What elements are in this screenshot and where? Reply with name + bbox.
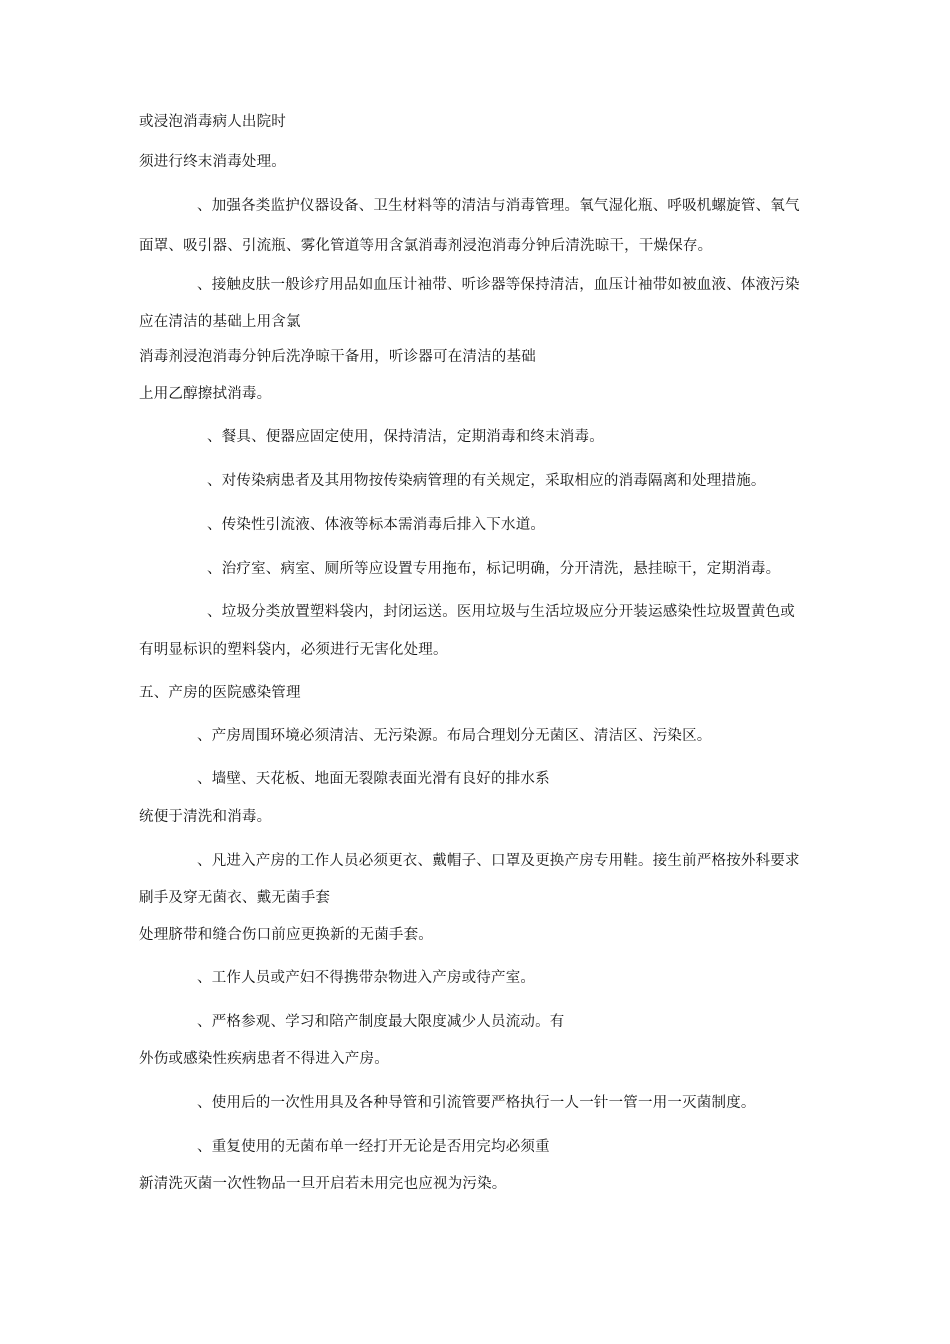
text-line-9: 、餐具、便器应固定使用，保持清洁，定期消毒和终末消毒。 [207, 429, 604, 445]
text-line-11: 、传染性引流液、体液等标本需消毒后排入下水道。 [207, 517, 546, 533]
text-line-16: 、产房周围环境必须清洁、无污染源。布局合理划分无菌区、清洁区、污染区。 [197, 728, 712, 744]
text-line-4: 面罩、吸引器、引流瓶、雾化管道等用含氯消毒剂浸泡消毒分钟后清洗晾干，干燥保存。 [139, 238, 713, 254]
text-line-17: 、墙壁、天花板、地面无裂隙表面光滑有良好的排水系 [197, 771, 550, 787]
text-line-1: 或浸泡消毒病人出院时 [139, 114, 286, 130]
text-line-23: 、严格参观、学习和陪产制度最大限度减少人员流动。有 [197, 1014, 565, 1030]
section-heading: 五、产房的医院感染管理 [139, 685, 301, 701]
text-line-18: 统便于清洗和消毒。 [139, 809, 272, 825]
text-line-27: 新清洗灭菌一次性物品一旦开启若未用完也应视为污染。 [139, 1176, 507, 1192]
text-line-21: 处理脐带和缝合伤口前应更换新的无菌手套。 [139, 927, 433, 943]
text-line-20: 刷手及穿无菌衣、戴无菌手套 [139, 890, 331, 906]
text-line-19: 、凡进入产房的工作人员必须更衣、戴帽子、口罩及更换产房专用鞋。接生前严格按外科要求 [197, 853, 800, 869]
text-line-25: 、使用后的一次性用具及各种导管和引流管要严格执行一人一针一管一用一灭菌制度。 [197, 1095, 756, 1111]
text-line-2: 须进行终末消毒处理。 [139, 154, 286, 170]
text-line-7: 消毒剂浸泡消毒分钟后洗净晾干备用，听诊器可在清洁的基础 [139, 349, 536, 365]
text-line-10: 、对传染病患者及其用物按传染病管理的有关规定，采取相应的消毒隔离和处理措施。 [207, 473, 766, 489]
text-line-22: 、工作人员或产妇不得携带杂物进入产房或待产室。 [197, 970, 536, 986]
text-line-5: 、接触皮肤一般诊疗用品如血压计袖带、听诊器等保持清洁，血压计袖带如被血液、体液污染 [197, 277, 800, 293]
text-line-14: 有明显标识的塑料袋内，必须进行无害化处理。 [139, 642, 448, 658]
text-line-12: 、治疗室、病室、厕所等应设置专用拖布，标记明确，分开清洗，悬挂晾干，定期消毒。 [207, 561, 781, 577]
text-line-24: 外伤或感染性疾病患者不得进入产房。 [139, 1051, 389, 1067]
text-line-6: 应在清洁的基础上用含氯 [139, 314, 301, 330]
text-line-26: 、重复使用的无菌布单一经打开无论是否用完均必须重 [197, 1139, 550, 1155]
text-line-13: 、垃圾分类放置塑料袋内，封闭运送。医用垃圾与生活垃圾应分开装运感染性垃圾置黄色或 [207, 604, 795, 620]
text-line-8: 上用乙醇擦拭消毒。 [139, 386, 272, 402]
text-line-3: 、加强各类监护仪器设备、卫生材料等的清洁与消毒管理。氧气湿化瓶、呼吸机螺旋管、氧气 [197, 198, 800, 214]
